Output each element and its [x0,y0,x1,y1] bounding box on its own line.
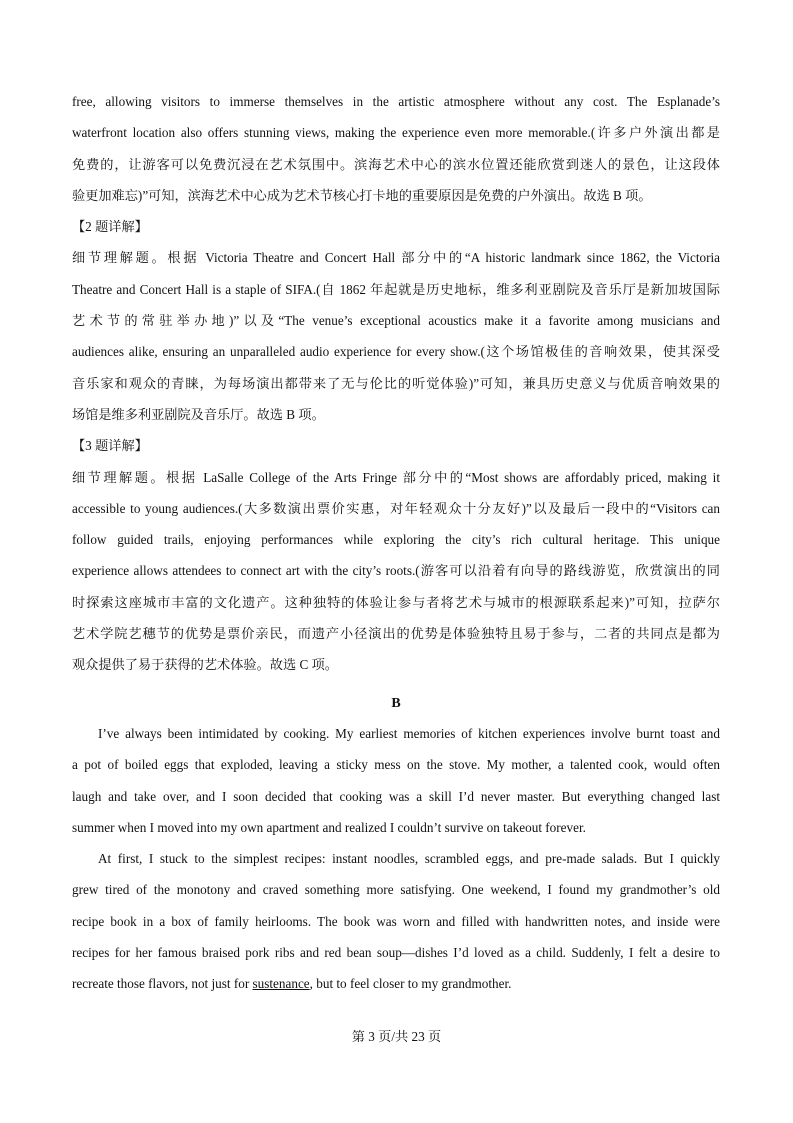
text-line: recipes for her famous braised pork ribs and red bean soup—dishes I’d loved as a child. Suddenly, I felt a desire to [72,945,720,961]
document-page [72,86,720,1000]
text-line: grew tired of the monotony and craved something more satisfying. One weekend, I found my grandmother’s old [72,882,720,898]
section-b-title: B [391,695,401,711]
underlined-word: sustenance [252,976,310,992]
text-line: accessible to young audiences.(大多数演出票价实惠，对年轻观众十分友好)”以及最后一段中的“Visitors can [72,500,720,516]
text-line: I’ve always been intimidated by cooking. My earliest memories of kitchen experiences involve burnt toast and [98,725,720,741]
text-line: 观众提供了易于获得的艺术体验。故选 C 项。 [72,657,338,673]
text-segment: , but to feel closer to my grandmother. [309,976,512,992]
text-line: follow guided trails, enjoying performances while exploring the city’s rich cultural heritage. This unique [72,532,720,548]
question-2-analysis [72,211,720,430]
text-line: a pot of boiled eggs that exploded, leaving a sticky mess on the stove. My mother, a talented cook, would often [72,757,720,773]
text-line: 时探索这座城市丰富的文化遗产。这种独特的体验让参与者将艺术与城市的根源联系起来)”可知，拉萨尔 [72,594,720,610]
passage-paragraph-1 [72,718,720,843]
text-line: laugh and take over, and I soon decided that cooking was a skill I’d never master. But everything changed last [72,788,720,804]
text-line: 音乐家和观众的青睐，为每场演出都带来了无与伦比的听觉体验)”可知，兼具历史意义与优质音响效果的 [72,375,720,391]
text-line: 艺术节的常驻举办地)”以及“The venue’s exceptional acoustics make it a favorite among musicians and [72,313,720,329]
passage-paragraph-2 [72,843,720,999]
analysis-intro [72,86,720,211]
text-line: 免费的，让游客可以免费沉浸在艺术氛围中。滨海艺术中心的滨水位置还能欣赏到迷人的景色，让这段体 [72,156,720,172]
question-3-analysis [72,430,720,680]
text-line: recipe book in a box of family heirlooms. The book was worn and filled with handwritten notes, and inside were [72,913,720,929]
question-2-heading: 【2 题详解】 [72,219,148,235]
text-line: waterfront location also offers stunning views, making the experience even more memorable.(许多户外演出都是 [72,125,720,141]
text-line: audiences alike, ensuring an unparalleled audio experience for every show.(这个场馆极佳的音响效果，使其深受 [72,344,720,360]
text-line: 细节理解题。根据 Victoria Theatre and Concert Hall 部分中的“A historic landmark since 1862, the Victoria [72,250,720,266]
text-line: summer when I moved into my own apartment and realized I couldn’t survive on takeout forever. [72,819,586,835]
text-line: 场馆是维多利亚剧院及音乐厅。故选 B 项。 [72,406,325,422]
text-line: 细节理解题。根据 LaSalle College of the Arts Fringe 部分中的“Most shows are affordably priced, making it [72,469,720,485]
page-footer: 第 3 页/共 23 页 [351,1029,442,1044]
text-line: 艺术学院艺穗节的优势是票价亲民，而遗产小径演出的优势是体验独特且易于参与，二者的共同点是都为 [72,626,720,642]
text-line [72,968,720,999]
text-segment: recreate those flavors, not just for [72,976,253,992]
text-line: experience allows attendees to connect art with the city’s roots.(游客可以沿着有向导的路线游览，欣赏演出的同 [72,563,720,579]
text-line: Theatre and Concert Hall is a staple of SIFA.(自 1862 年起就是历史地标，维多利亚剧院及音乐厅是新加坡国际 [72,281,720,297]
text-line: 验更加难忘)”可知，滨海艺术中心成为艺术节核心打卡地的重要原因是免费的户外演出。故选 B 项。 [72,187,652,203]
question-3-heading: 【3 题详解】 [72,438,148,454]
text-line: free, allowing visitors to immerse themselves in the artistic atmosphere without any cost. The Esplanade’s [72,94,720,109]
text-line: At first, I stuck to the simplest recipes: instant noodles, scrambled eggs, and pre-made salads. But I quickly [98,851,720,867]
